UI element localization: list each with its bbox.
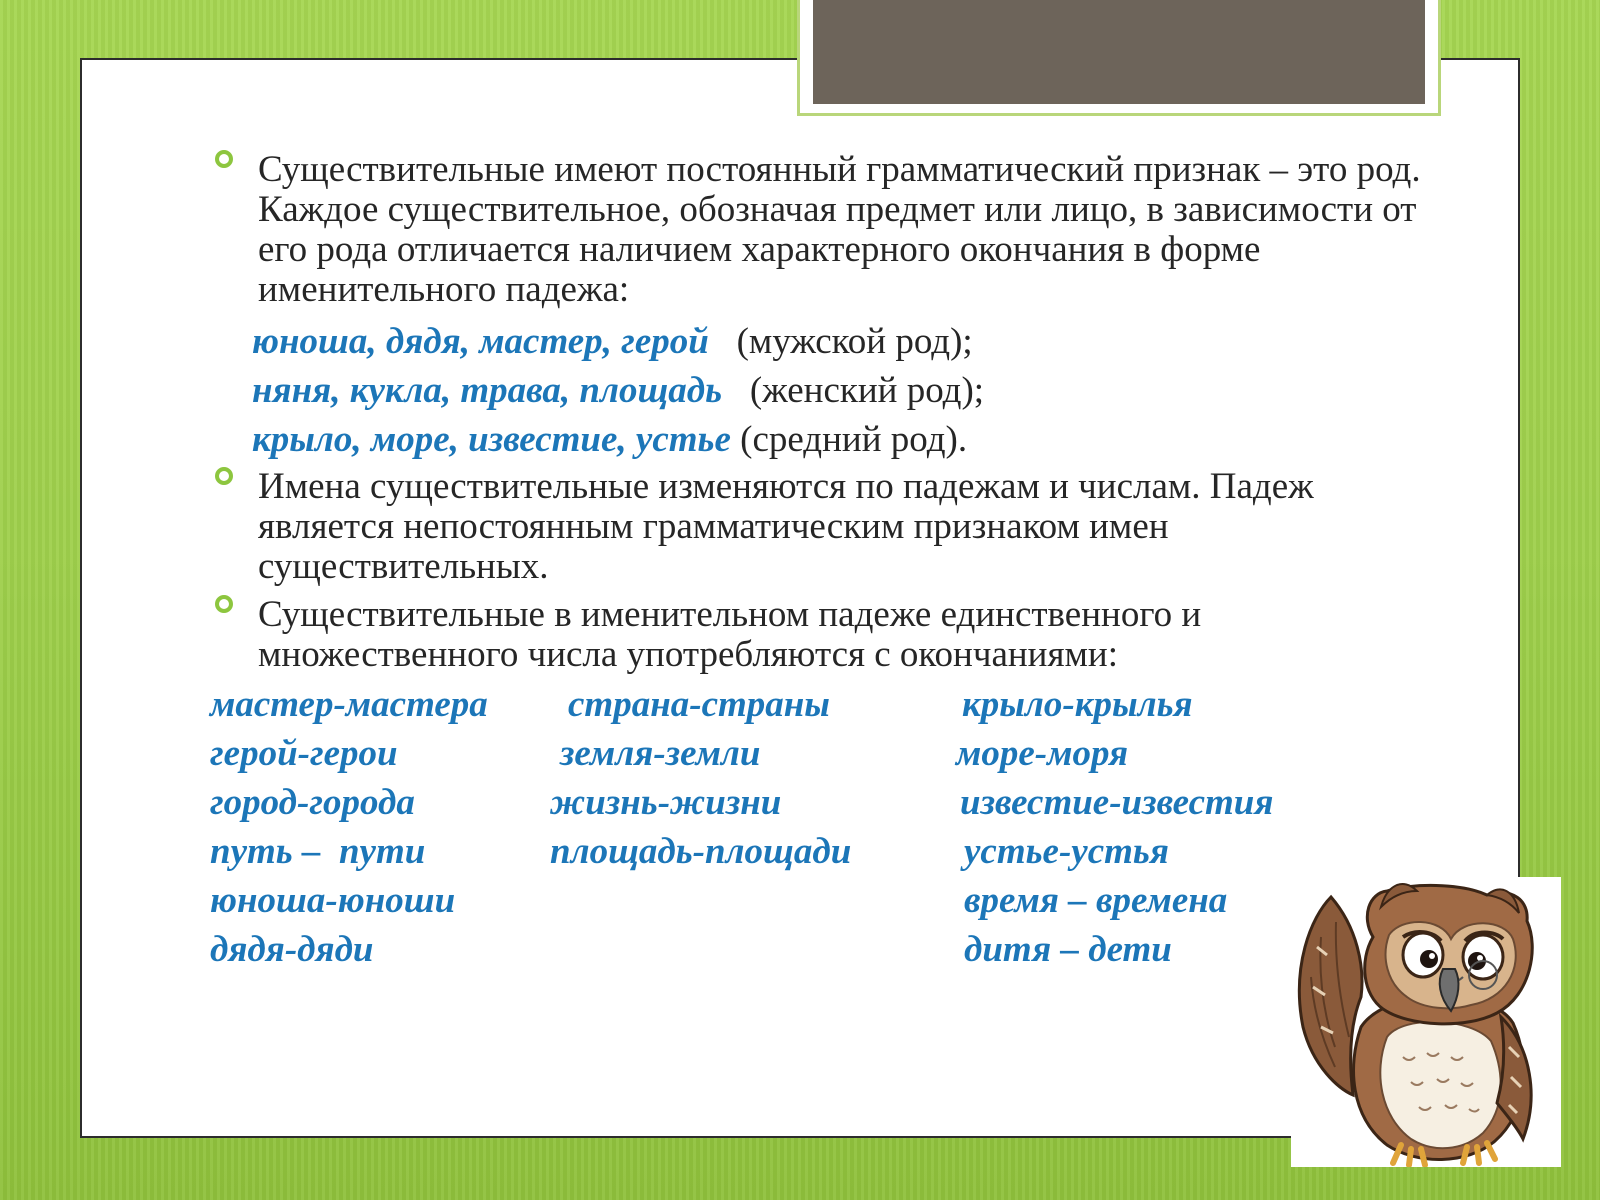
plural-pair: жизнь-жизни: [550, 782, 782, 823]
paragraph-gender: Существительные имеют постоянный грамматический признак – это род. Каждое существительное, обозначая предмет или лицо, в зависимости от его рода отличается наличием характерного окончания в форме именительного падежа:: [258, 149, 1421, 310]
plural-pair: известие-известия: [960, 782, 1274, 823]
plural-pair: путь – пути: [210, 831, 426, 872]
bullet-icon: [215, 150, 233, 168]
owl-illustration: [1291, 877, 1561, 1167]
example-feminine: [252, 371, 984, 411]
plural-pair: площадь-площади: [550, 831, 852, 872]
bullet-icon: [215, 467, 233, 485]
example-words: юноша, дядя, мастер, герой: [252, 321, 709, 362]
plural-pair: устье-устья: [964, 831, 1169, 872]
plural-pair: герой-герои: [210, 733, 398, 774]
example-neuter: [252, 420, 967, 460]
plural-pair: город-города: [210, 782, 415, 823]
owl-icon: [1291, 877, 1561, 1167]
example-note: (женский род);: [749, 370, 985, 411]
bullet-icon: [215, 595, 233, 613]
paragraph-endings: Существительные в именительном падеже единственного и множественного числа употребляются с окончаниями:: [258, 594, 1202, 675]
plural-pair: страна-страны: [568, 684, 830, 725]
plural-pair: мастер-мастера: [210, 684, 488, 725]
example-words: крыло, море, известие, устье: [252, 419, 731, 460]
paragraph-cases: Имена существительные изменяются по падежам и числам. Падеж является непостоянным грамматическим признаком имен существительных.: [258, 466, 1314, 587]
plural-pair: земля-земли: [560, 733, 761, 774]
plural-pair: юноша-юноши: [210, 880, 456, 921]
example-note: (мужской род);: [736, 321, 973, 362]
plural-pair: крыло-крылья: [962, 684, 1193, 725]
plural-pair: время – времена: [964, 880, 1228, 921]
example-note: (средний род).: [740, 419, 968, 460]
plural-pair: дитя – дети: [964, 929, 1172, 970]
example-masculine: [252, 322, 973, 362]
example-words: няня, кукла, трава, площадь: [252, 370, 723, 411]
plural-pair: дядя-дяди: [210, 929, 374, 970]
plural-pair: море-моря: [956, 733, 1129, 774]
